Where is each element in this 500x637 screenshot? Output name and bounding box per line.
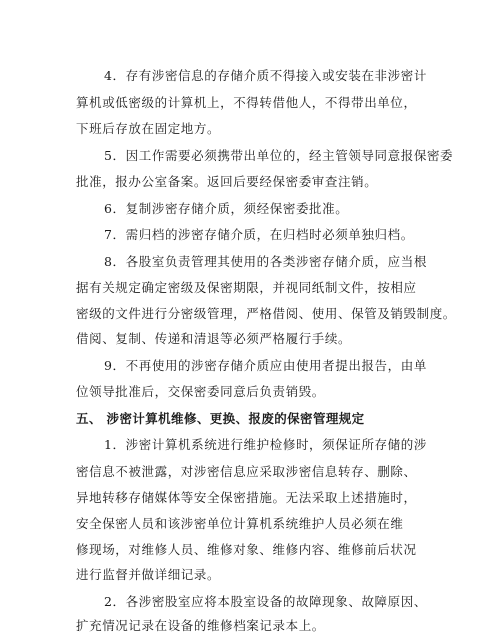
section-five-paragraph-2-line-1: 2．各涉密股室应将本股室设备的故障现象、故障原因、 [104, 594, 427, 609]
section-five-paragraph-1-line-6: 进行监督并做详细记录。 [76, 567, 221, 582]
section-five-paragraph-2-line-2: 扩充情况记录在设备的维修档案记录本上。 [76, 618, 325, 633]
paragraph-6-line-1: 6．复制涉密存储介质，须经保密委批准。 [104, 201, 349, 216]
paragraph-5-line-1: 5．因工作需要必须携带出单位的，经主管领导同意报保密委 [104, 148, 454, 163]
paragraph-8-line-2: 据有关规定确定密级及保密期限，并视同纸制文件，按相应 [76, 280, 417, 295]
paragraph-8-line-1: 8．各股室负责管理其使用的各类涉密存储介质，应当根 [104, 254, 427, 269]
section-five-paragraph-1-line-3: 异地转移存储媒体等安全保密措施。无法采取上述措施时， [76, 490, 417, 505]
paragraph-7-line-1: 7．需归档的涉密存储介质，在归档时必须单独归档。 [104, 227, 414, 242]
paragraph-8-line-4: 借阅、复制、传递和清退等必须严格履行手续。 [76, 331, 352, 346]
paragraph-5-line-2: 批准，报办公室备案。返回后要经保密委审查注销。 [76, 174, 378, 189]
paragraph-8-line-3: 密级的文件进行分密级管理，严格借阅、使用、保管及销毁制度。 [76, 306, 456, 321]
section-five-paragraph-1-line-1: 1．涉密计算机系统进行维护检修时，须保证所存储的涉 [104, 437, 427, 452]
paragraph-4-line-2: 算机或低密级的计算机上，不得转借他人，不得带出单位， [76, 95, 417, 110]
paragraph-4-line-1: 4．存有涉密信息的存储介质不得接入或安装在非涉密计 [104, 68, 427, 83]
paragraph-9-line-2: 位领导批准后，交保密委同意后负责销毁。 [76, 384, 325, 399]
section-five-paragraph-1-line-2: 密信息不被泄露，对涉密信息应采取涉密信息转存、删除、 [76, 464, 417, 479]
section-five-paragraph-1-line-5: 修现场，对维修人员、维修对象、维修内容、维修前后状况 [76, 542, 417, 557]
paragraph-4-line-3: 下班后存放在固定地方。 [76, 121, 221, 136]
section-five-paragraph-1-line-4: 安全保密人员和该涉密单位计算机系统维护人员必须在维 [76, 516, 404, 531]
section-five-heading: 五、 涉密计算机维修、更换、报废的保密管理规定 [76, 411, 365, 426]
paragraph-9-line-1: 9．不再使用的涉密存储介质应由使用者提出报告，由单 [104, 358, 427, 373]
